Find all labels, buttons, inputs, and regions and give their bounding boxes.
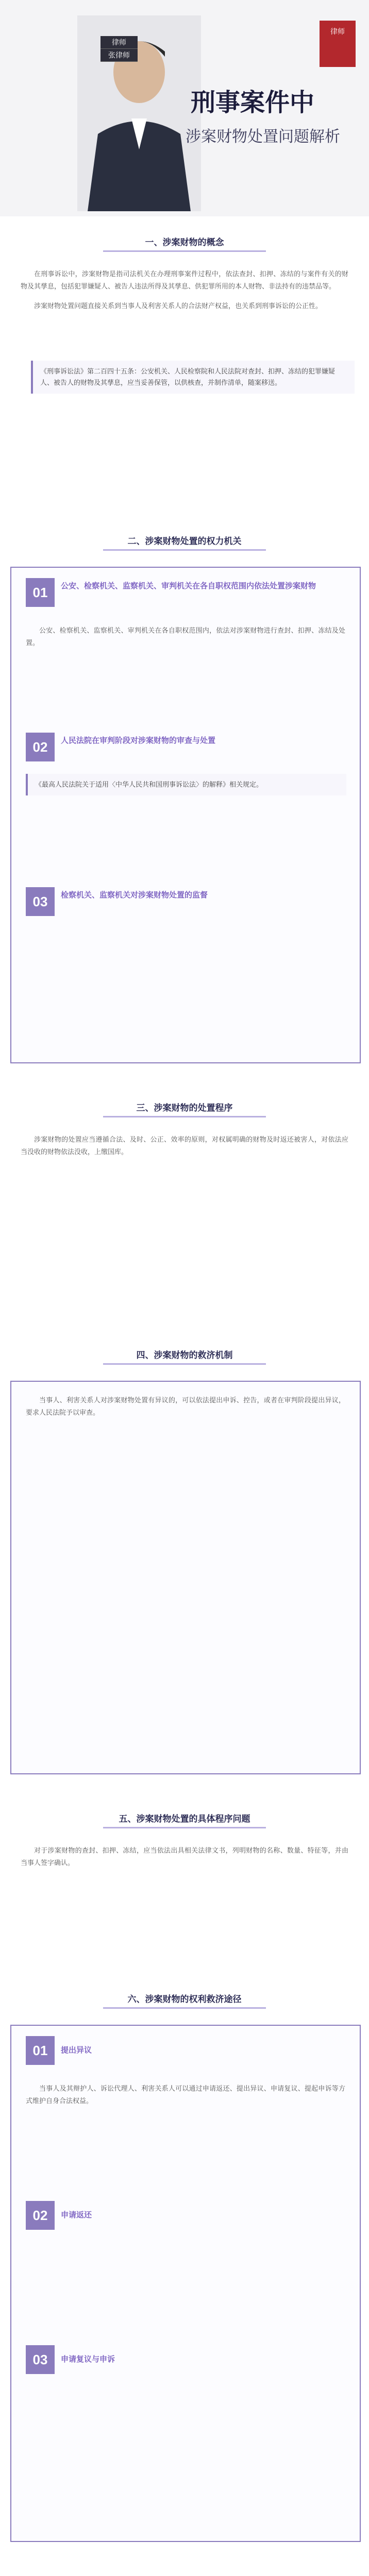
number-badge: 03: [26, 2345, 55, 2374]
section-3-body: [21, 1133, 348, 1165]
section-title: [0, 2574, 369, 2576]
paragraph: 涉案财物处置问题直接关系到当事人及利害关系人的合法财产权益，也关系到刑事诉讼的公正性。: [34, 302, 323, 310]
paragraph: 在刑事诉讼中，涉案财物是指司法机关在办理刑事案件过程中，依法查封、扣押、冻结的与案件有关的财物及其孳息，包括犯罪嫌疑人、被告人违法所得及其孳息、供犯罪所用的本人财物、非法持有的违禁品等。: [21, 270, 348, 290]
number-badge: 03: [26, 887, 55, 916]
numbered-title: 申请返还: [61, 2211, 92, 2219]
numbered-title: 提出异议: [61, 2046, 92, 2055]
seal-stamp: [320, 21, 356, 67]
section-title: 三、涉案财物的处置程序: [136, 1103, 233, 1113]
divider: [103, 250, 266, 252]
section-title: 六、涉案财物的权利救济途径: [127, 1994, 242, 2004]
section-heading-7: [0, 2566, 369, 2576]
number-badge: 01: [26, 578, 55, 607]
section-6-frame: [10, 2025, 361, 2542]
section-title: 二、涉案财物处置的权力机关: [127, 536, 242, 546]
number-badge: 01: [26, 2036, 55, 2065]
section-heading-6: [0, 1984, 369, 2014]
page-title: 刑事案件中: [191, 89, 315, 116]
seal-text: 律师: [330, 27, 345, 36]
section-title: 五、涉案财物处置的具体程序问题: [119, 1814, 250, 1824]
numbered-title: 检察机关、监察机关对涉案财物处置的监督: [61, 891, 208, 900]
section-heading-5: [0, 1803, 369, 1834]
section-heading-2: [0, 526, 369, 556]
page-subtitle: 涉案财物处置问题解析: [186, 128, 340, 145]
law-quote: 《最高人民法院关于适用〈中华人民共和国刑事诉讼法〉的解释》相关规定。: [26, 774, 346, 795]
number-badge: 02: [26, 2201, 55, 2230]
numbered-title: 申请复议与申诉: [61, 2355, 115, 2364]
number-badge: 02: [26, 733, 55, 761]
section-heading-4: [0, 1340, 369, 1370]
nameplate: [100, 36, 138, 62]
section-5-body: [21, 1844, 348, 1876]
paragraph: 当事人及其辩护人、诉讼代理人、利害关系人可以通过申请返还、提出异议、申请复议、提起申诉等方式维护自身合法权益。: [26, 2084, 345, 2105]
section-1-body: [21, 268, 348, 319]
section-4-body: [26, 1394, 345, 1426]
divider: [103, 1827, 266, 1828]
paragraph: 涉案财物的处置应当遵循合法、及时、公正、效率的原则，对权属明确的财物及时返还被害人，对依法应当没收的财物依法没收，上缴国库。: [21, 1136, 348, 1156]
section-heading-3: [0, 1092, 369, 1123]
nameplate-line2: 张律师: [100, 49, 138, 62]
divider: [103, 1116, 266, 1117]
section-title: 四、涉案财物的救济机制: [136, 1350, 233, 1360]
lawyer-portrait: [77, 15, 201, 211]
paragraph: 当事人、利害关系人对涉案财物处置有异议的，可以依法提出申诉、控告，或者在审判阶段提出异议，要求人民法院予以审查。: [26, 1396, 345, 1416]
section-heading-1: [0, 227, 369, 258]
nameplate-line1: 律师: [100, 36, 138, 49]
section-title: 一、涉案财物的概念: [145, 238, 224, 247]
numbered-title: 人民法院在审判阶段对涉案财物的审查与处置: [61, 736, 216, 745]
paragraph: 对于涉案财物的查封、扣押、冻结，应当依法出具相关法律文书，列明财物的名称、数量、特征等，并由当事人签字确认。: [21, 1846, 348, 1867]
divider: [103, 1363, 266, 1365]
divider: [103, 2007, 266, 2009]
section-6-body: [26, 2082, 345, 2114]
law-quote: 《刑事诉讼法》第二百四十五条：公安机关、人民检察院和人民法院对查封、扣押、冻结的犯罪嫌疑人、被告人的财物及其孳息，应当妥善保管，以供核查，并制作清单，随案移送。: [31, 361, 355, 394]
divider: [103, 549, 266, 551]
paragraph: 公安、检察机关、监察机关、审判机关在各自职权范围内，依法对涉案财物进行查封、扣押、冻结及处置。: [26, 626, 345, 647]
section-4-frame: [10, 1381, 361, 1774]
numbered-title: 公安、检察机关、监察机关、审判机关在各自职权范围内依法处置涉案财物: [61, 582, 316, 590]
numbered-list-frame: [10, 567, 361, 1063]
portrait-figure-icon: [77, 15, 201, 211]
section-2-body: [26, 624, 345, 656]
